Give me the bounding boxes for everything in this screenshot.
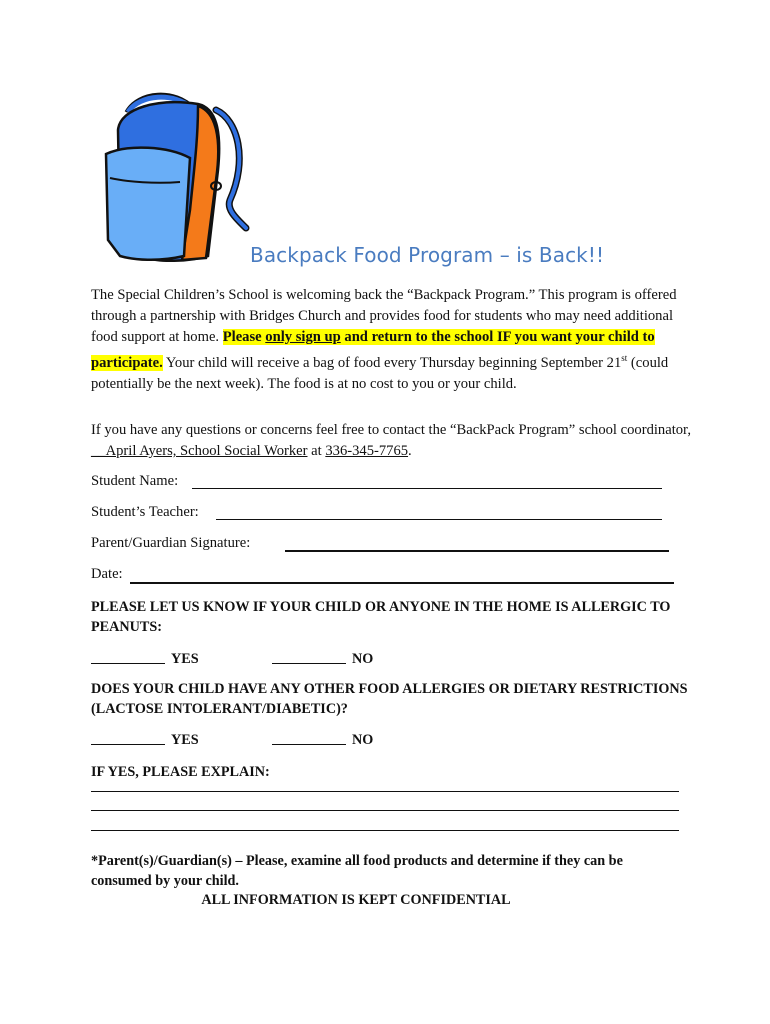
intro-paragraph — [91, 285, 691, 395]
contact-end: . — [408, 443, 412, 459]
dietary-restrictions-question: DOES YOUR CHILD HAVE ANY OTHER FOOD ALLERGIES OR DIETARY RESTRICTIONS (LACTOSE INTOLERANT/DIABETIC)? — [91, 681, 688, 717]
contact-at: at — [307, 443, 326, 459]
explain-line-1[interactable] — [91, 775, 679, 792]
ordinal-suffix: st — [621, 353, 628, 363]
allergy-no-label: NO — [352, 732, 374, 748]
date-label: Date: — [91, 566, 123, 582]
student-name-label: Student Name: — [91, 473, 179, 489]
explain-line-3[interactable] — [91, 814, 679, 831]
peanut-no-blank[interactable] — [272, 649, 346, 664]
contact-text: If you have any questions or concerns feel free to contact the “BackPack Program” school coordinator, — [91, 422, 691, 438]
peanut-no-option[interactable] — [272, 649, 373, 668]
allergy-no-blank[interactable] — [272, 730, 346, 745]
teacher-label: Student’s Teacher: — [91, 504, 199, 520]
date-field[interactable] — [130, 566, 674, 584]
explain-label: IF YES, PLEASE EXPLAIN: — [91, 764, 270, 780]
allergy-yes-label: YES — [171, 732, 199, 748]
contact-paragraph — [91, 420, 691, 462]
parent-notice: *Parent(s)/Guardian(s) – Please, examine all food products and determine if they can be consumed by your child. — [91, 853, 623, 889]
highlight-text-a: Please — [222, 329, 266, 345]
allergy-yes-blank[interactable] — [91, 730, 165, 745]
peanut-yes-option[interactable] — [91, 649, 199, 668]
student-name-field[interactable] — [192, 472, 662, 489]
explain-line-2[interactable] — [91, 794, 679, 811]
allergy-no-option[interactable] — [272, 730, 373, 749]
page-title: Backpack Food Program – is Back!! — [250, 243, 605, 267]
peanut-yes-label: YES — [171, 651, 199, 667]
signature-field[interactable] — [285, 534, 669, 552]
phone-number: 336-345-7765 — [325, 443, 409, 459]
intro-text-3: (could potentially be the next week). The food is at no cost to you or your child. — [91, 354, 669, 392]
peanut-yes-blank[interactable] — [91, 649, 165, 664]
intro-text-2: Your child will receive a bag of food every Thursday beginning September 21 — [162, 354, 622, 371]
highlight-text-c: and return to the school IF you want your child to participate. — [91, 329, 655, 371]
teacher-field[interactable] — [216, 503, 662, 520]
allergy-yes-option[interactable] — [91, 730, 199, 749]
peanut-allergy-question: PLEASE LET US KNOW IF YOUR CHILD OR ANYONE IN THE HOME IS ALLERGIC TO PEANUTS: — [91, 599, 671, 635]
highlight-text-underlined: only sign up — [265, 329, 341, 345]
coordinator-name: __April Ayers, School Social Worker — [91, 443, 308, 459]
signature-label: Parent/Guardian Signature: — [91, 535, 251, 551]
backpack-illustration — [98, 90, 258, 270]
intro-text-1: The Special Children’s School is welcoming back the “Backpack Program.” This program is offered through a partnership with Bridges Church and provides food for students who may need additional food support at home. — [91, 287, 677, 345]
peanut-no-label: NO — [352, 651, 374, 667]
confidential-notice: ALL INFORMATION IS KEPT CONFIDENTIAL — [201, 892, 511, 908]
